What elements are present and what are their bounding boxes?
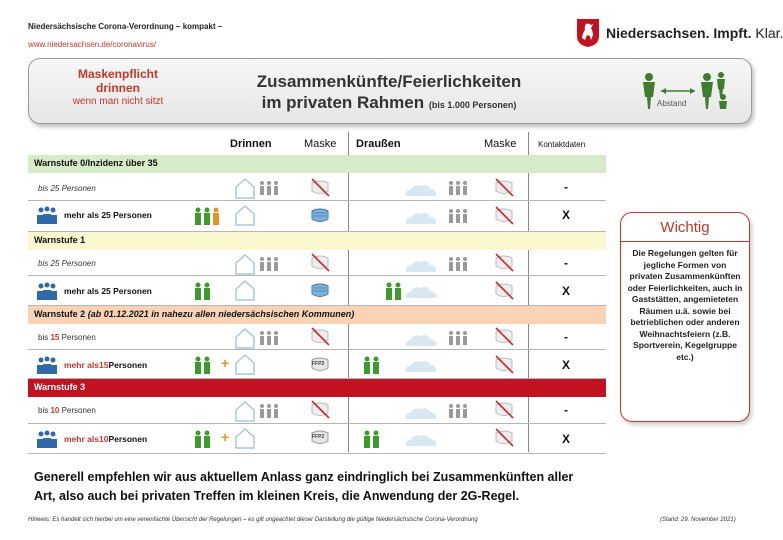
recommendation-text: Generell empfehlen wir aus aktuellem Anlass ganz eindringlich bei Zusammenkünften aller Art, also auch bei privaten Treffen im kleinen Kreis, die Anwendung der 2G-Regel. <box>34 470 574 503</box>
column-mask-outdoor: Maske <box>484 138 517 150</box>
row-label: mehr als 15 Personen <box>36 356 147 374</box>
brand-slogan: Niedersachsen. Impft. Klar. <box>606 25 783 41</box>
notice-text: Die Regelungen gelten für jegliche Formen von privaten Zusammenkünften oder Feierlichkeiten, auch in Gaststätten, angemieteten Räumen u.ä. sowie bei betrieblichen oder anderen Weihnachtsfeiern (z.B. Sportverein, Kegelgruppe etc.) <box>627 248 743 362</box>
row-label: mehr als 25 Personen <box>36 206 152 224</box>
row-label: mehr als 10 Personen <box>36 430 147 448</box>
footer-date: (Stand: 29. November 2021) <box>660 517 736 523</box>
contact-not-required: - <box>564 180 568 194</box>
plus-sign: + <box>221 355 230 371</box>
important-notice <box>620 212 750 422</box>
page-title: Zusammenkünfte/Feierlichkeiten im privaten Rahmen (bis 1.000 Personen) <box>256 72 522 112</box>
notice-heading: Wichtig <box>660 219 710 236</box>
contact-required: X <box>562 432 571 446</box>
band-warnstufe-0: Warnstufe 0/Inzidenz über 35 <box>28 155 606 173</box>
notice-divider <box>621 241 749 242</box>
document-title: Niedersächsische Corona-Verordnung – kompakt – <box>28 22 223 31</box>
contact-not-required: - <box>564 403 568 417</box>
column-indoor: Drinnen <box>230 138 272 150</box>
column-contact-data: Kontaktdaten <box>538 140 586 149</box>
footer-disclaimer: Hinweis: Es handelt sich hierbei um eine vereinfachte Übersicht der Regelungen – es gilt ungeachtet dieser Darstellung die gültige Niedersächsische Corona-Verordnung <box>28 517 478 523</box>
mask-requirement-note: Maskenpflicht drinnen wenn man nicht sitzt <box>72 67 164 107</box>
ffp2-label: FFP2 <box>312 434 325 440</box>
plus-sign: + <box>221 429 230 445</box>
contact-not-required: - <box>564 330 568 344</box>
row-label: bis 15 Personen <box>38 333 96 342</box>
column-mask-indoor: Maske <box>304 138 337 150</box>
band-warnstufe-1: Warnstufe 1 <box>28 232 606 250</box>
outdoor-cloud-icon <box>406 181 467 446</box>
distance-label: Abstand <box>657 99 687 108</box>
row-label: mehr als 25 Personen <box>36 282 152 300</box>
ffp2-label: FFP2 <box>312 361 325 367</box>
contact-required: X <box>562 358 571 372</box>
band-warnstufe-2: Warnstufe 2 (ab 01.12.2021 in nahezu allen niedersächsischen Kommunen) <box>28 306 606 324</box>
row-label: bis 10 Personen <box>38 406 96 415</box>
contact-required: X <box>562 208 571 222</box>
row-label: bis 25 Personen <box>38 184 96 193</box>
source-link[interactable]: www.niedersachsen.de/coronavirus/ <box>28 40 157 49</box>
band-warnstufe-3: Warnstufe 3 <box>28 379 606 397</box>
contact-not-required: - <box>564 256 568 270</box>
indoor-house-icon <box>236 179 278 448</box>
contact-required: X <box>562 284 571 298</box>
3g-people-icon <box>195 208 401 449</box>
column-outdoor: Draußen <box>356 138 401 150</box>
row-label: bis 25 Personen <box>38 259 96 268</box>
